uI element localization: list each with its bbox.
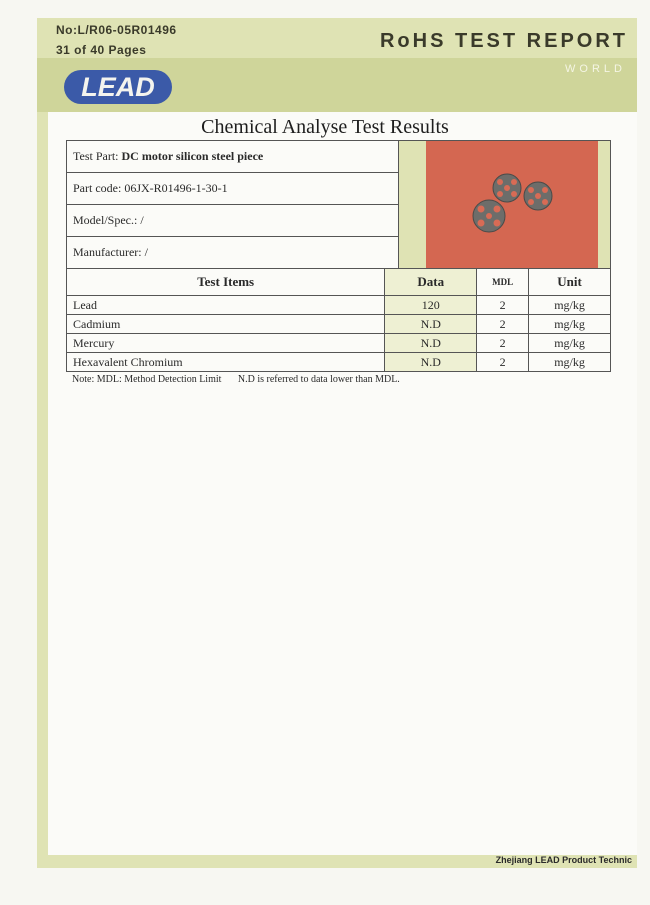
world-label: WORLD bbox=[565, 63, 626, 75]
header-unit: Unit bbox=[529, 269, 611, 296]
results-header-row bbox=[67, 269, 611, 296]
sample-photo-image bbox=[426, 141, 598, 268]
manufacturer-cell bbox=[67, 237, 399, 269]
row-mdl: 2 bbox=[477, 353, 529, 372]
row-data: N.D bbox=[385, 315, 477, 334]
row-unit: mg/kg bbox=[529, 353, 611, 372]
document-number: No:L/R06-05R01496 bbox=[56, 23, 177, 37]
page-count: 31 of 40 Pages bbox=[56, 43, 147, 57]
logo-text: LEAD bbox=[81, 72, 155, 102]
row-mdl: 2 bbox=[477, 334, 529, 353]
model-spec-label: Model/Spec.: bbox=[73, 213, 138, 227]
part-code-label: Part code: bbox=[73, 181, 122, 195]
sample-photo-cell bbox=[399, 141, 611, 269]
row-data: 120 bbox=[385, 296, 477, 315]
part-code-value: 06JX-R01496-1-30-1 bbox=[124, 181, 228, 195]
results-table bbox=[66, 268, 611, 372]
note-nd: N.D is referred to data lower than MDL. bbox=[237, 374, 400, 385]
row-data: N.D bbox=[385, 334, 477, 353]
model-spec-value: / bbox=[140, 213, 144, 227]
model-spec-cell bbox=[67, 205, 399, 237]
row-item: Mercury bbox=[67, 334, 385, 353]
test-part-value: DC motor silicon steel piece bbox=[121, 149, 264, 163]
table-note bbox=[72, 374, 400, 385]
header-data: Data bbox=[385, 269, 477, 296]
table-row bbox=[67, 334, 611, 353]
note-mdl: Note: MDL: Method Detection Limit bbox=[72, 374, 222, 385]
sample-info-table bbox=[66, 140, 611, 269]
row-item: Lead bbox=[67, 296, 385, 315]
test-part-label: Test Part: bbox=[73, 149, 119, 163]
lead-logo bbox=[58, 68, 173, 106]
report-title: RoHS TEST REPORT bbox=[379, 30, 628, 52]
manufacturer-value: / bbox=[144, 245, 148, 259]
table-row bbox=[67, 315, 611, 334]
sample-photo bbox=[399, 141, 610, 268]
manufacturer-label: Manufacturer: bbox=[73, 245, 142, 259]
section-title: Chemical Analyse Test Results bbox=[201, 116, 449, 138]
header-test-items: Test Items bbox=[67, 269, 385, 296]
row-item: Hexavalent Chromium bbox=[67, 353, 385, 372]
row-mdl: 2 bbox=[477, 315, 529, 334]
row-data: N.D bbox=[385, 353, 477, 372]
part-code-cell bbox=[67, 173, 399, 205]
test-part-cell bbox=[67, 141, 399, 173]
row-unit: mg/kg bbox=[529, 315, 611, 334]
row-unit: mg/kg bbox=[529, 334, 611, 353]
row-item: Cadmium bbox=[67, 315, 385, 334]
table-row bbox=[67, 296, 611, 315]
header-mdl: MDL bbox=[477, 269, 529, 296]
table-row bbox=[67, 353, 611, 372]
row-mdl: 2 bbox=[477, 296, 529, 315]
footer-company: Zhejiang LEAD Product Technic bbox=[495, 855, 632, 865]
row-unit: mg/kg bbox=[529, 296, 611, 315]
